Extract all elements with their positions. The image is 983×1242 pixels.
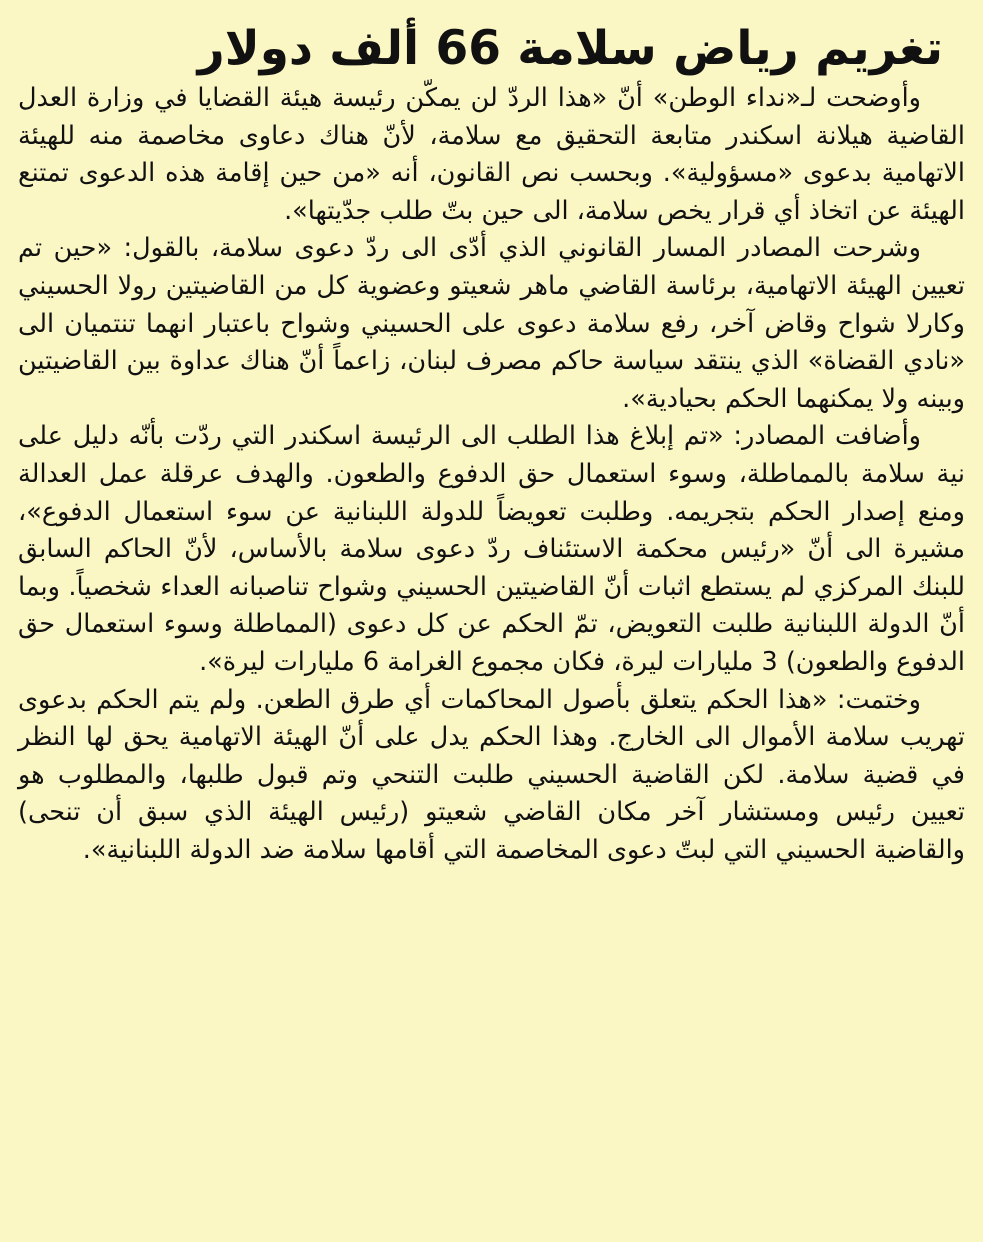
article-headline: تغريم رياض سلامة 66 ألف دولار bbox=[197, 21, 943, 76]
article-body bbox=[18, 80, 965, 869]
article-paragraph: وأوضحت لـ«نداء الوطن» أنّ «هذا الردّ لن يمكّن رئيسة هيئة القضايا في وزارة العدل القاضية هيلانة اسكندر متابعة التحقيق مع سلامة، لأنّ هناك دعاوى مخاصمة منه للهيئة الاتهامية بدعوى «مسؤولية». وبحسب نص القانون، أنه «من حين إقامة هذه الدعوى تمتنع الهيئة عن اتخاذ أي قرار يخص سلامة، الى حين بتّ طلب جدّيتها». bbox=[18, 83, 965, 226]
article-paragraph: وشرحت المصادر المسار القانوني الذي أدّى الى ردّ دعوى سلامة، بالقول: «حين تم تعيين الهيئة الاتهامية، برئاسة القاضي ماهر شعيتو وعضوية كل من القاضيتين رولا الحسيني وكارلا شواح وقاض آخر، رفع سلامة دعوى على الحسيني وشواح باعتبار انهما تنتميان الى «نادي القضاة» الذي ينتقد سياسة حاكم مصرف لبنان، زاعماً أنّ هناك عداوة بين القاضيتين وبينه ولا يمكنهما الحكم بحيادية». bbox=[18, 233, 965, 414]
article-paragraph: وختمت: «هذا الحكم يتعلق بأصول المحاكمات أي طرق الطعن. ولم يتم الحكم بدعوى تهريب سلامة الأموال الى الخارج. وهذا الحكم يدل على أنّ الهيئة الاتهامية يحق لها النظر في قضية سلامة. لكن القاضية الحسيني طلبت التنحي وتم قبول طلبها، والمطلوب هو تعيين رئيس ومستشار آخر مكان القاضي شعيتو (رئيس الهيئة الذي سبق أن تنحى) والقاضية الحسيني التي لبتّ دعوى المخاصمة التي أقامها سلامة ضد الدولة اللبنانية». bbox=[18, 684, 965, 865]
article-paragraph: وأضافت المصادر: «تم إبلاغ هذا الطلب الى الرئيسة اسكندر التي ردّت بأنّه دليل على نية سلامة بالمماطلة، وسوء استعمال حق الدفوع والطعون. والهدف عرقلة عمل العدالة ومنع إصدار الحكم بتجريمه. وطلبت تعويضاً للدولة اللبنانية عن سوء استعمال الدفوع»، مشيرة الى أنّ «رئيس محكمة الاستئناف ردّ دعوى سلامة بالأساس، لأنّ الحاكم السابق للبنك المركزي لم يستطع اثبات أنّ القاضيتين الحسيني وشواح تناصبانه العداء شخصياً. وبما أنّ الدولة اللبنانية طلبت التعويض، تمّ الحكم عن كل دعوى (المماطلة وسوء استعمال حق الدفوع والطعون) 3 مليارات ليرة، فكان مجموع الغرامة 6 مليارات ليرة». bbox=[18, 421, 965, 677]
